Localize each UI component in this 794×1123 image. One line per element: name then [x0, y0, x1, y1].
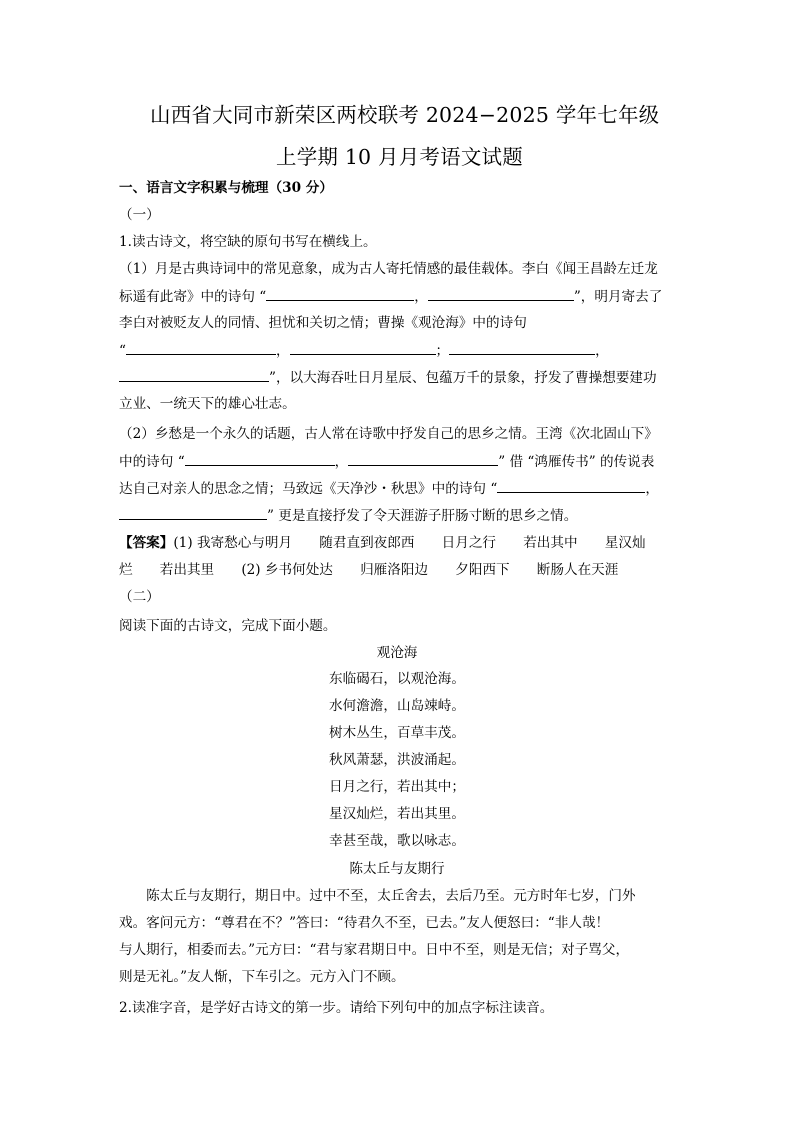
q1-2-line-b: [119, 451, 654, 472]
q1-2-text-b1: 中的诗句 “: [119, 454, 185, 470]
poem-line: 星汉灿烂，若出其里。: [329, 806, 465, 822]
prose-line: 陈太丘与友期行，期日中。过中不至，太丘舍去，去后乃至。元方时年七岁，门外: [119, 888, 636, 904]
poem-line: 日月之行，若出其中；: [329, 779, 465, 795]
section-heading: 一、语言文字积累与梳理（30 分）: [119, 180, 333, 196]
answer-line2: 烂 若出其里 (2) 乡书何处达 归雁洛阳边 夕阳西下 断肠人在天涯: [119, 562, 619, 578]
exam-title-line1: 山西省大同市新荣区两校联考 2024−2025 学年七年级: [150, 103, 660, 127]
poem-line: 秋风萧瑟，洪波涌起。: [329, 752, 465, 768]
exam-title-line2: 上学期 10 月月考语文试题: [276, 145, 523, 169]
q1-1-text-d-open: “: [119, 343, 126, 359]
q1-2-line-d: [119, 505, 577, 526]
q1-1-text-b2: ”，明月寄去了: [573, 289, 663, 305]
prose-line: 戏。客问元方：“尊君在不？”答曰：“待君久不至，已去。”友人便怒曰：“非人哉！: [119, 915, 610, 931]
fill-blank[interactable]: [497, 478, 645, 493]
q1-1-text-d-comma: ，: [275, 343, 290, 359]
poem-line: 东临碣石，以观沧海。: [329, 671, 465, 687]
read-prompt: 阅读下面的古诗文，完成下面小题。: [119, 618, 337, 634]
q1-2-line-a: （2）乡愁是一个永久的话题，古人常在诗歌中抒发自己的思乡之情。王湾《次北固山下》: [119, 426, 658, 442]
q1-1-line-a: （1）月是古典诗词中的常见意象，成为古人寄托情感的最佳载体。李白《闻王昌龄左迁龙: [119, 261, 658, 277]
fill-blank[interactable]: [290, 340, 436, 355]
fill-blank[interactable]: [119, 505, 267, 520]
fill-blank[interactable]: [428, 286, 574, 301]
q1-2-text-b2: ” 借 “鸿雁传书” 的传说表: [498, 454, 655, 470]
question-1-stem: 1.读古诗文，将空缺的原句书写在横线上。: [119, 234, 377, 250]
prose-title: 陈太丘与友期行: [349, 861, 445, 877]
fill-blank[interactable]: [449, 340, 595, 355]
fill-blank[interactable]: [348, 451, 498, 466]
q1-1-line-e: [119, 367, 657, 388]
fill-blank[interactable]: [185, 451, 335, 466]
poem-line: 树木丛生，百草丰茂。: [329, 725, 465, 741]
answer-line1: [119, 533, 646, 553]
part2-label: （二）: [119, 589, 160, 605]
fill-blank[interactable]: [119, 367, 269, 382]
prose-line: 则是无礼。”友人惭，下车引之。元方入门不顾。: [119, 969, 405, 985]
q1-1-line-f: 立业、一统天下的雄心壮志。: [119, 396, 296, 412]
q1-2-text-c-comma: ，: [645, 481, 659, 497]
q1-2-text-c1: 达自己对亲人的思念之情；马致远《天净沙・秋思》中的诗句 “: [119, 481, 498, 497]
fill-blank[interactable]: [266, 286, 414, 301]
q1-1-text-d-semi: ；: [435, 343, 450, 359]
poem-title: 观沧海: [376, 645, 418, 661]
poem-line: 幸甚至哉，歌以咏志。: [329, 833, 465, 849]
q1-1-text-e: ”，以大海吞吐日月星辰、包蕴万千的景象，抒发了曹操想要建功: [269, 370, 657, 386]
q1-1-line-b: [119, 286, 662, 307]
part1-label: （一）: [119, 207, 160, 223]
answer-label: 【答案】: [119, 535, 174, 551]
q1-2-line-c: [119, 478, 659, 499]
q1-1-text-b1: 标遥有此寄》中的诗句 “: [119, 289, 267, 305]
answer-text-1: (1) 我寄愁心与明月 随君直到夜郎西 日月之行 若出其中 星汉灿: [173, 535, 646, 551]
q1-1-line-c: 李白对被贬友人的同情、担忧和关切之情；曹操《观沧海》中的诗句: [119, 315, 527, 331]
poem-line: 水何澹澹，山岛竦峙。: [329, 698, 465, 714]
prose-line: 与人期行，相委而去。”元方曰：“君与家君期日中。日中不至，则是无信；对子骂父，: [119, 942, 630, 958]
q1-1-text-b-comma: ，: [414, 289, 428, 305]
q1-2-text-d: ” 更是直接抒发了令天涯游子肝肠寸断的思乡之情。: [267, 508, 578, 524]
q1-1-text-d-comma2: ，: [595, 343, 609, 359]
fill-blank[interactable]: [126, 340, 276, 355]
q1-2-text-b-comma: ，: [334, 454, 349, 470]
q1-1-line-d: [119, 340, 609, 361]
question-2-stem: 2.读准字音，是学好古诗文的第一步。请给下列句中的加点字标注读音。: [119, 1000, 554, 1016]
